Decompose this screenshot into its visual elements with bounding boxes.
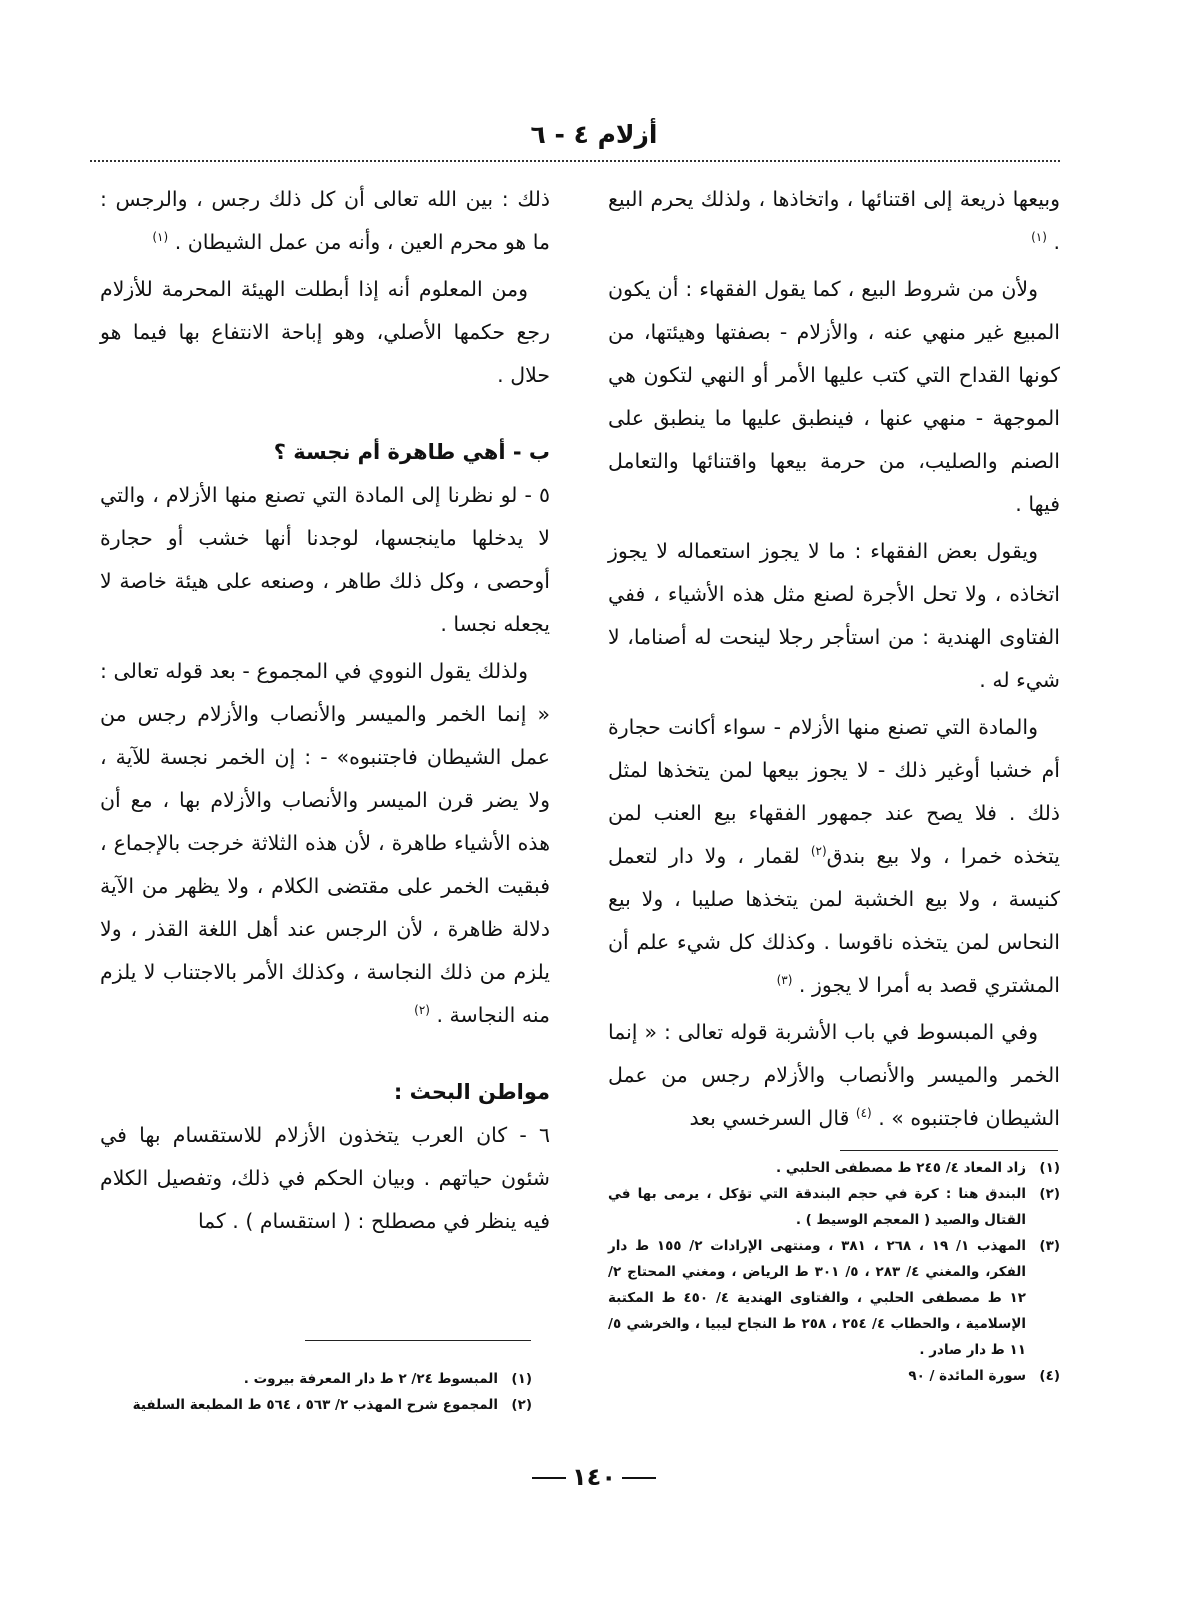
paragraph: ولذلك يقول النووي في المجموع - بعد قوله تعالى : « إنما الخمر والميسر والأنصاب والأزلام رجس من عمل الشيطان فاجتنبوه» - : إن الخمر نجسة للآية ، ولا يضر قرن الميسر والأنصاب والأزلام بها ، مع أن هذه الأشياء طاهرة ، لأن هذه الثلاثة خرجت بالإجماع ، فبقيت الخمر على مقتضى الكلام ، ولا يظهر من الآية دلالة ظاهرة ، لأن الرجس عند أهل اللغة القذر ، ولا يلزم من ذلك النجاسة ، وكذلك الأمر بالاجتناب لا يلزم منه النجاسة . $^{(٢)}$ — [100, 659, 550, 1027]
footnote-item: (٣) المهذب ١/ ١٩ ، ٢٦٨ ، ٣٨١ ، ومنتهى الإرادات ٢/ ١٥٥ ط دار الفكر، والمغني ٤/ ٢٨٣ ، ٥/ ٣٠١ ط الرياض ، ومغني المحتاج ٢/ ١٢ ط مصطفى الحلبي ، والفتاوى الهندية ٤/ ٤٥٠ ط المكتبة الإسلامية ، والحطاب ٤/ ٢٥٤ ، ٢٥٨ ط النجاح ليبيا ، والخرشي ٥/ ١١ ط دار صادر . — [608, 1238, 1060, 1358]
footnote-ref[interactable]: (١) — [152, 230, 169, 245]
paragraph: ٦ - كان العرب يتخذون الأزلام للاستقسام بها في شئون حياتهم . وبيان الحكم في ذلك، وتفصيل الكلام فيه ينظر في مصطلح : ( استقسام ) . كما — [100, 1123, 550, 1233]
section-heading-b: ب - أهي طاهرة أم نجسة ؟ — [273, 440, 550, 464]
right-footnotes — [608, 1155, 1060, 1389]
paragraph: وبيعها ذريعة إلى اقتنائها ، واتخاذها ، ولذلك يحرم البيع . $^{(١)}$ — [608, 187, 1060, 254]
footnote-divider — [305, 1340, 531, 1341]
header-divider — [90, 160, 1060, 162]
left-footnotes — [100, 1366, 532, 1418]
paragraph: ويقول بعض الفقهاء : ما لا يجوز استعماله لا يجوز اتخاذه ، ولا تحل الأجرة لصنع مثل هذه الأشياء ، ففي الفتاوى الهندية : من استأجر رجلا لينحت له أصناما، لا شيء له . — [608, 539, 1060, 692]
right-column — [608, 178, 1060, 1144]
footnote-item: (٢) المجموع شرح المهذب ٢/ ٥٦٣ ، ٥٦٤ ط المطبعة السلفية — [132, 1397, 532, 1413]
footnote-ref[interactable]: (٢) — [810, 844, 827, 859]
section-heading-places: مواطن البحث : — [393, 1080, 550, 1104]
footnote-item: (١) المبسوط ٢٤/ ٢ ط دار المعرفة بيروت . — [243, 1371, 532, 1387]
footnote-item: (٢) البندق هنا : كرة في حجم البندقة التي تؤكل ، يرمى بها في القتال والصيد ( المعجم الوسيط ) . — [608, 1186, 1060, 1228]
paragraph: وفي المبسوط في باب الأشربة قوله تعالى : « إنما الخمر والميسر والأنصاب والأزلام رجس من عمل الشيطان فاجتنبوه » . $^{(٤)}$ قال السرخسي بعد — [608, 1020, 1060, 1130]
footnote-ref[interactable]: (١) — [1031, 230, 1047, 245]
paragraph: ٥ - لو نظرنا إلى المادة التي تصنع منها الأزلام ، والتي لا يدخلها ماينجسها، لوجدنا أنها خشب أو حجارة أوحصى ، وكل ذلك طاهر ، وصنعه على هيئة خاصة لا يجعله نجسا . — [100, 483, 550, 636]
footnote-item: (٤) سورة المائدة / ٩٠ — [908, 1368, 1060, 1384]
paragraph: والمادة التي تصنع منها الأزلام - سواء أكانت حجارة أم خشبا أوغير ذلك - لا يجوز بيعها لمن يتخذها لمثل ذلك . فلا يصح عند جمهور الفقهاء بيع العنب لمن يتخذه خمرا ، ولا بيع بندق$^{(٢)}$ لقمار ، ولا دار لتعمل كنيسة ، ولا بيع الخشبة لمن يتخذها صليبا ، ولا بيع النحاس لمن يتخذه ناقوسا . وكذلك كل شيء علم أن المشتري قصد به أمرا لا يجوز . $^{(٣)}$ — [608, 715, 1060, 997]
paragraph: ذلك : بين الله تعالى أن كل ذلك رجس ، والرجس : ما هو محرم العين ، وأنه من عمل الشيطان . $^{(١)}$ — [100, 187, 550, 254]
paragraph: ولأن من شروط البيع ، كما يقول الفقهاء : أن يكون المبيع غير منهي عنه ، والأزلام - بصفتها وهيئتها، من كونها القداح التي كتب عليها الأمر أو النهي لتكون هي الموجهة - منهي عنها ، فينطبق عليها ما ينطبق على الصنم والصليب، من حرمة بيعها واقتنائها والتعامل فيها . — [608, 277, 1060, 516]
running-title: أزلام ٤ - ٦ — [530, 120, 658, 149]
footnote-item: (١) زاد المعاد ٤/ ٢٤٥ ط مصطفى الحلبي . — [776, 1160, 1060, 1176]
footnote-ref[interactable]: (٣) — [776, 973, 793, 988]
footnote-ref[interactable]: (٤) — [855, 1106, 872, 1121]
footnote-ref[interactable]: (٢) — [414, 1003, 430, 1018]
paragraph: ومن المعلوم أنه إذا أبطلت الهيئة المحرمة للأزلام رجع حكمها الأصلي، وهو إباحة الانتفاع بها فيما هو حلال . — [100, 277, 550, 387]
footnote-divider — [840, 1150, 1058, 1151]
page-number: ١٤٠ — [0, 1463, 1188, 1491]
left-column — [100, 178, 550, 1247]
